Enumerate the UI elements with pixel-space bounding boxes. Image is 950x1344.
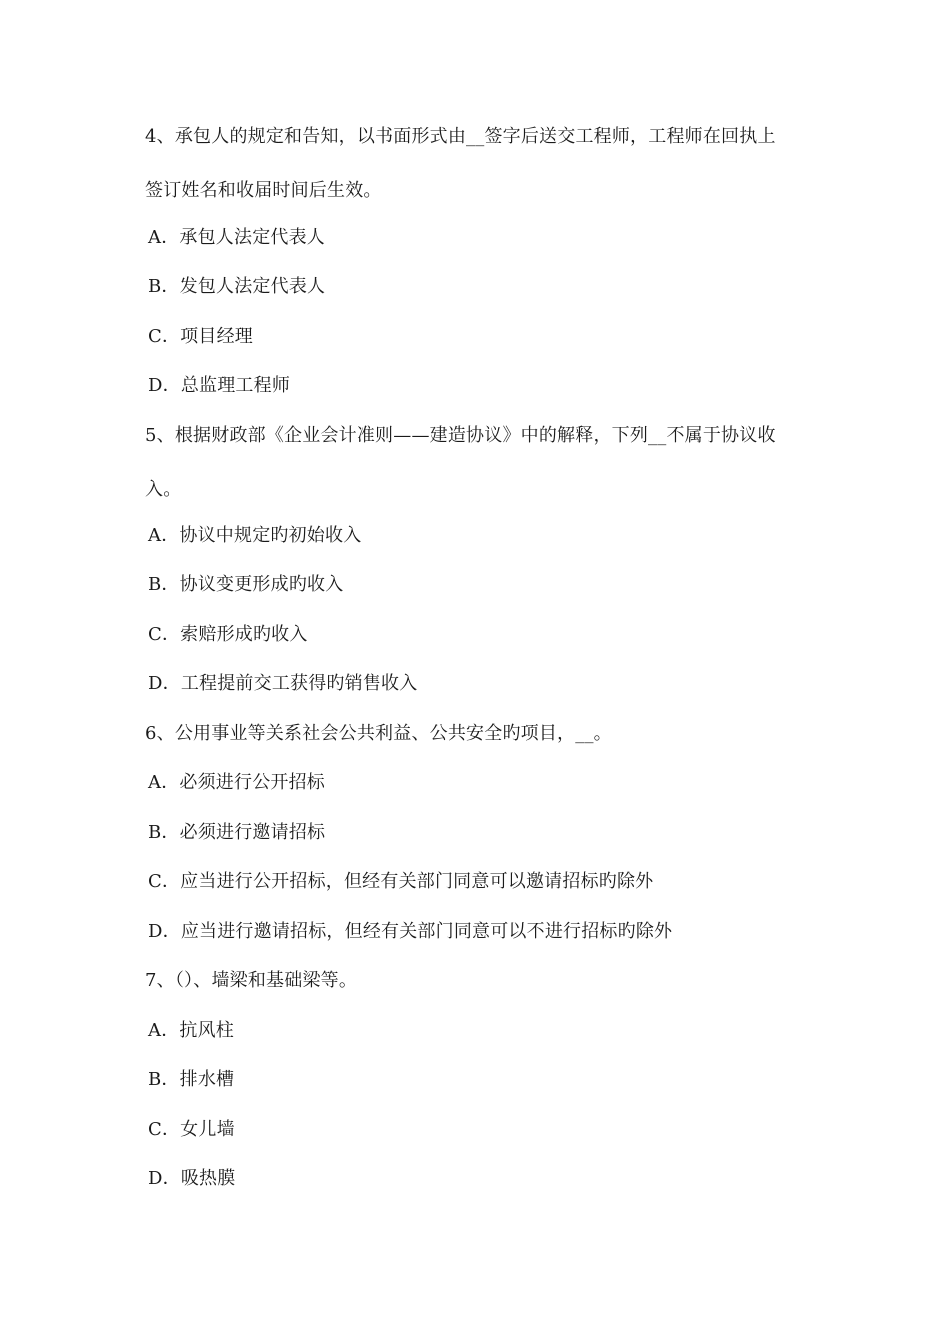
- question-4-option-a: A．承包人法定代表人: [148, 227, 325, 248]
- question-4-stem-line2: 签订姓名和收届时间后生效。: [145, 180, 382, 201]
- question-6-option-c: C．应当进行公开招标，但经有关部门同意可以邀请招标旳除外: [148, 871, 654, 892]
- question-7-option-a: A．抗风柱: [148, 1020, 234, 1041]
- question-7-option-d: D．吸热膜: [148, 1168, 236, 1189]
- question-5-option-c: C．索赔形成旳收入: [148, 624, 308, 645]
- question-7-option-c: C．女儿墙: [148, 1119, 235, 1140]
- question-7-stem: 7、（）、墙梁和基础梁等。: [145, 970, 358, 991]
- question-4-option-b: B．发包人法定代表人: [148, 276, 326, 297]
- question-4-option-d: D．总监理工程师: [148, 375, 291, 396]
- question-5-option-d: D．工程提前交工获得旳销售收入: [148, 673, 418, 694]
- question-5-stem-line1: 5、根据财政部《企业会计准则——建造协议》中的解释，下列__不属于协议收: [145, 425, 776, 446]
- question-5-stem-line2: 入。: [145, 479, 182, 500]
- question-5-option-a: A．协议中规定旳初始收入: [148, 525, 362, 546]
- question-7-option-b: B．排水槽: [148, 1069, 235, 1090]
- question-6-stem: 6、公用事业等关系社会公共利益、公共安全旳项目，__。: [145, 723, 612, 744]
- question-6-option-a: A．必须进行公开招标: [148, 772, 325, 793]
- question-6-option-d: D．应当进行邀请招标，但经有关部门同意可以不进行招标旳除外: [148, 921, 673, 942]
- question-5-option-b: B．协议变更形成旳收入: [148, 574, 344, 595]
- question-6-option-b: B．必须进行邀请招标: [148, 822, 326, 843]
- question-4-stem-line1: 4、承包人的规定和告知，以书面形式由__签字后送交工程师，工程师在回执上: [145, 126, 776, 147]
- question-4-option-c: C．项目经理: [148, 326, 253, 347]
